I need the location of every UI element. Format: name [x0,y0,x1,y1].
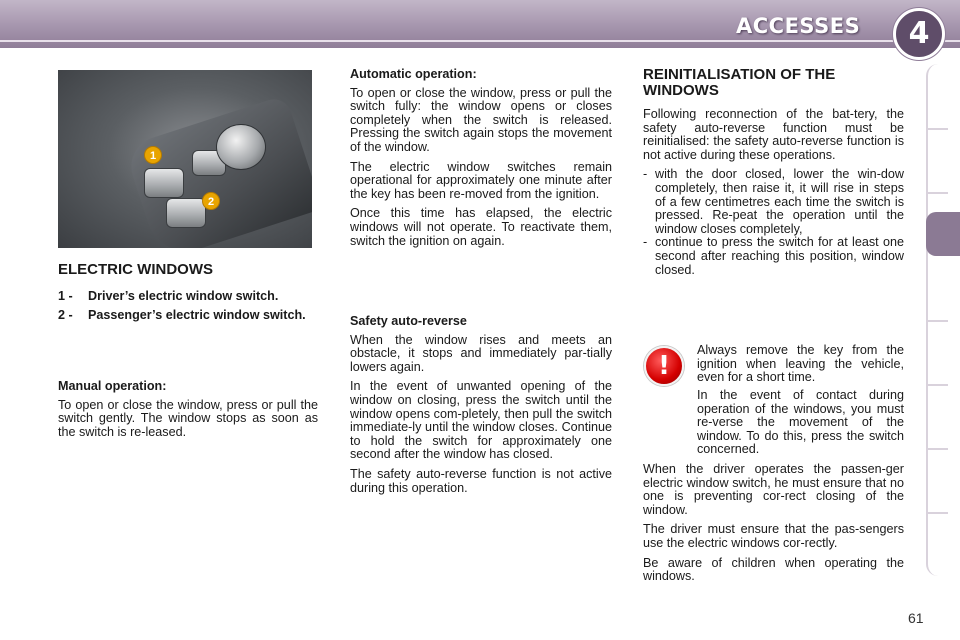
warning-text: Be aware of children when operating the windows. [643,555,904,584]
mirror-adjust-knob [216,124,266,170]
legend-item [58,290,313,304]
reinitialisation-title: REINITIALISATION OF THE WINDOWS [643,66,836,99]
chapter-tab-divider [928,512,948,514]
chapter-tab-active [926,212,960,256]
window-switch-photo [58,70,312,248]
switch-legend [58,290,313,327]
safety-paragraph: The safety auto-reverse function is not active during this operation. [350,466,612,495]
warning-text: The driver must ensure that the pas-sengers use the electric windows cor-rectly. [643,522,904,550]
chapter-number-badge [893,8,945,60]
legend-number: 2 - [58,307,73,322]
automatic-paragraph: To open or close the window, press or pull the switch fully: the window opens or closes completely when the switch is released. Pressing the switch again stops the movement of the window. [350,85,612,154]
safety-auto-reverse-heading: Safety auto-reverse [350,314,467,328]
chapter-tab-divider [928,448,948,450]
automatic-operation-section [350,68,612,254]
warning-text: In the event of contact during operation of the windows, you must re-verse the movement of the window. To do this, press the switch concerned. [697,388,904,457]
chapter-number: 4 [908,16,930,51]
step-dash: - [643,235,648,250]
chapter-tab-divider [928,192,948,194]
driver-window-switch [144,168,184,198]
chapter-tabs [926,64,948,576]
legend-text: Driver’s electric window switch. [88,289,279,303]
warning-first-lines [697,344,904,391]
warning-body [643,389,904,590]
legend-item [58,309,313,323]
reinitialisation-step [643,236,904,277]
page-number: 61 [908,610,924,626]
safety-auto-reverse-section [350,315,612,501]
legend-text: Passenger’s electric window switch. [88,307,306,322]
automatic-paragraph: Once this time has elapsed, the electric windows will not operate. To reactivate them, switch the ignition on again. [350,206,612,248]
reinitialisation-step [643,168,904,236]
automatic-paragraph: The electric window switches remain operational for approximately one minute after the key has been re-moved from the ignition. [350,159,612,201]
exclamation-warning-icon: ! [644,346,684,386]
legend-number: 1 - [58,289,73,303]
header-divider [0,40,960,42]
manual-operation-section [58,380,318,445]
automatic-operation-heading: Automatic operation: [350,67,477,81]
step-text: with the door closed, lower the win-dow completely, then raise it, it will rise in steps of a few centimetres each time the switch is pressed. Re-peat the operation until the window closes completely, [655,167,904,236]
warning-text: When the driver operates the passen-ger electric window switch, he must ensure that no one is preventing cor-rect closing of the window. [643,461,904,517]
callout-2: 2 [202,192,220,210]
chapter-tab-divider [928,384,948,386]
warning-text: Always remove the key from the ignition when leaving the vehicle, even for a short time. [697,343,904,385]
reinitialisation-section [643,108,904,277]
chapter-tab-divider [928,128,948,130]
step-text: continue to press the switch for at least one second after reaching this position, window closed. [655,235,904,277]
reinitialisation-intro: Following reconnection of the bat-tery, the safety auto-reverse function must be reinitialised: the safety auto-reverse function is not active during these operations. [643,107,904,162]
safety-paragraph: In the event of unwanted opening of the window on closing, press the switch until the window opens com-pletely, then pull the switch immediate-ly until the window closes. Continue to hold the switch for approximately one second after the window has closed. [350,379,612,462]
step-dash: - [643,167,648,182]
passenger-window-switch [166,198,206,228]
chapter-tab-divider [928,320,948,322]
manual-operation-text: To open or close the window, press or pull the switch gently. The window stops as soon as the switch is re-leased. [58,397,318,439]
electric-windows-title: ELECTRIC WINDOWS [58,261,213,278]
chapter-title: ACCESSES [736,14,861,38]
safety-paragraph: When the window rises and meets an obstacle, it stops and immediately par-tially lowers again. [350,332,612,374]
manual-operation-heading: Manual operation: [58,379,167,393]
callout-1: 1 [144,146,162,164]
